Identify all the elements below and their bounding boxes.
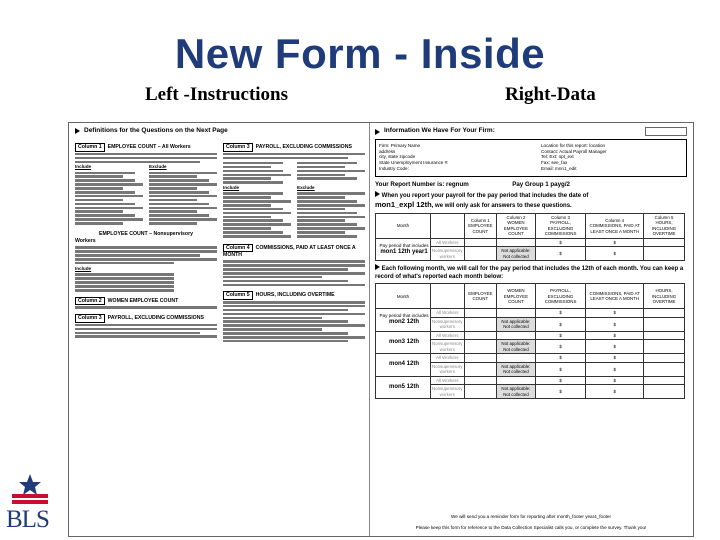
instructions-column-left (75, 143, 217, 343)
form-id-box (645, 127, 687, 136)
exclude-header: Exclude (149, 164, 167, 170)
data-panel (375, 127, 687, 399)
triangle-bullet-icon (75, 128, 80, 134)
contact-fax: Fax: see_fax (541, 160, 568, 166)
col2-header: Column 2 WOMEN EMPLOYEE COUNT (497, 213, 536, 238)
workers-label: Workers (75, 238, 96, 245)
col4-header: Column 4 COMMISSIONS, PAID AT LEAST ONCE A MONTH (586, 213, 644, 238)
column5-title: HOURS, INCLUDING OVERTIME (255, 292, 335, 299)
table-row: Nonsupervisory workers Not applicable: Not collected $ $ (376, 362, 685, 376)
monthly-table: Month EMPLOYEE COUNT WOMEN EMPLOYEE COUNT PAYROLL, EXCLUDING COMMISSIONS COMMISSIONS, PAID AT LEAST ONCE A MONTH HOURS, INCLUDING OVERTIME Pay period that includes mon2 12th All Workers $ $ Nonsupervisory workers Not applicable: Not collected $ $ mon3 12th All Workers $ $ Nonsupervisory workers Not applicable: Not collected $ $ mon4 12th All Workers $ $ Nonsupervisory workers Not applicable: Not collected $ $ mon5 12th All Workers $ $ Nonsupervisory workers Not applicable: Not collected $ $ (375, 283, 685, 399)
bls-logo-text: BLS (6, 506, 49, 533)
report-number-line (375, 181, 687, 189)
column3-title-bottom: PAYROLL, EXCLUDING COMMISSIONS (107, 315, 204, 321)
month-label: mon4 12th (388, 361, 419, 368)
column5-box: Column 5 (223, 291, 253, 300)
table-row: Pay period that includes mon2 12th All Workers $ $ (376, 309, 685, 318)
report-location: Location for this report: location (541, 143, 606, 148)
column2-title: WOMEN EMPLOYEE COUNT (107, 297, 179, 304)
monthly-intro: Each following month, we will call for the pay period that includes the 12th of each month. You can keep a record of what's reported each month below: (375, 266, 684, 280)
page-divider (369, 123, 370, 536)
cell-input[interactable]: $ (535, 238, 586, 247)
pay-group: Pay Group 1 payg/2 (512, 181, 570, 188)
first-period-table (375, 213, 685, 262)
col5-header: Column 5 HOURS, INCLUDING OVERTIME (644, 213, 685, 238)
right-data-label: Right-Data (505, 84, 596, 105)
nonsupervisory-definition (75, 231, 217, 292)
include-header-3: Include (223, 185, 240, 191)
month-label: mon2 12th (388, 319, 419, 326)
column2-definition (75, 297, 217, 309)
contact-email: Email: mnn1_edit (541, 165, 577, 171)
firm-info-box (375, 139, 687, 177)
include-header-2: Include (75, 266, 92, 272)
cell-input[interactable]: $ (586, 238, 644, 247)
cell-input[interactable] (464, 247, 497, 261)
firm-info-heading-text: Information We Have For Your Firm: (384, 127, 495, 135)
column3-definition-bottom (75, 314, 217, 338)
cell-input[interactable] (644, 247, 685, 261)
col1-header: Column 1 EMPLOYEE COUNT (464, 213, 497, 238)
nonsupervisory-banner: EMPLOYEE COUNT – Nonsupervisory (99, 230, 193, 237)
table-row: Nonsupervisory workers Not applicable: Not collected $ $ (376, 317, 685, 331)
period-intro (375, 191, 687, 211)
cell-input[interactable] (644, 238, 685, 247)
first-row-month: mon1 12th year1 (380, 248, 428, 255)
exclude-header-3: Exclude (297, 185, 315, 191)
column4-box: Column 4 (223, 244, 253, 253)
instructions-column-right (223, 143, 365, 347)
column5-definition (223, 291, 365, 342)
period-intro-text: When you report your payroll for the pay period that includes the date of (381, 192, 589, 199)
include-header: Include (75, 164, 92, 170)
firm-ui-number: State Unemployment Insurance #: (379, 160, 449, 166)
left-instructions-label: Left -Instructions (145, 84, 289, 105)
firm-info-heading (375, 127, 687, 136)
firm-name: Firm: Primary Name (379, 143, 421, 148)
cell-input[interactable] (464, 238, 497, 247)
firm-industry: Industry Code: (379, 165, 409, 171)
table-row: Nonsupervisory workers Not applicable: Not collected $ $ (376, 247, 685, 261)
column1-title: EMPLOYEE COUNT – All Workers (107, 144, 191, 150)
period-date: mon1_expl 12th (375, 200, 432, 210)
column3-box-bottom: Column 3 (75, 314, 105, 323)
table-row: mon3 12th All Workers $ $ (376, 331, 685, 340)
firm-address: address (379, 148, 396, 154)
column3-definition (223, 143, 365, 239)
table-row: Pay period that includes mon1 12th year1 All Workers $ $ (376, 238, 685, 247)
form-page (68, 122, 694, 537)
column1-definition (75, 143, 217, 226)
contact-tel: Tel: Ext: opt_ext (541, 154, 574, 160)
instructions-heading-text: Definitions for the Questions on the Next Page (84, 127, 228, 134)
instructions-heading (75, 127, 365, 135)
instructions-panel (75, 127, 365, 321)
column1-box: Column 1 (75, 143, 105, 152)
table-row: Nonsupervisory workers Not applicable: Not collected $ $ (376, 340, 685, 354)
column2-box: Column 2 (75, 297, 105, 306)
column4-title: COMMISSIONS, PAID AT LEAST ONCE A MONTH (223, 244, 356, 259)
column3-title: PAYROLL, EXCLUDING COMMISSIONS (255, 144, 352, 150)
column3-box: Column 3 (223, 143, 253, 152)
month-label: mon3 12th (388, 338, 419, 345)
month-label: mon5 12th (388, 383, 419, 390)
contact-name: Contact: Actual Payroll Manager (541, 148, 607, 154)
triangle-bullet-icon (375, 264, 380, 270)
firm-city: city, state zipcode (379, 154, 416, 160)
triangle-bullet-icon (375, 129, 380, 135)
col3-header: Column 3 PAYROLL, EXCLUDING COMMISSIONS (535, 213, 586, 238)
table-row: mon5 12th All Workers $ $ (376, 376, 685, 385)
column4-definition (223, 244, 365, 286)
cell-input[interactable]: $ (586, 247, 644, 261)
thank-you-footer: Please keep this form for reference to the Data Collection Specialist calls you, or complete the survey. Thank you! (415, 525, 647, 530)
table-row: Nonsupervisory workers Not applicable: Not collected $ $ (376, 385, 685, 399)
cell-input[interactable] (497, 238, 536, 247)
reminder-footer: We will send you a reminder form for reporting after month_footer year4_footer (450, 514, 611, 519)
cell-input[interactable]: $ (535, 247, 586, 261)
period-tail: , we will only ask for answers to these questions. (431, 203, 572, 210)
report-number: Your Report Number is: regnum (375, 181, 469, 188)
table-row: mon4 12th All Workers $ $ (376, 354, 685, 363)
triangle-bullet-icon (375, 191, 380, 197)
month-header: Month (376, 213, 431, 238)
slide-title: New Form - Inside (174, 30, 546, 77)
